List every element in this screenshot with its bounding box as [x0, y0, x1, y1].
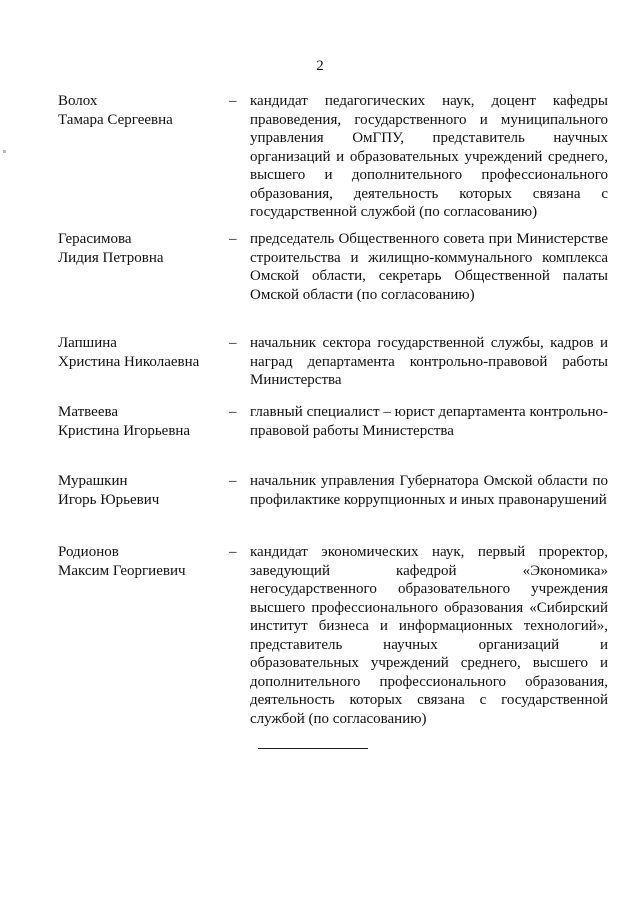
member-description: кандидат педагогических наук, доцент кафедры правоведения, государственного и муниципального управления ОмГПУ, представитель научных организаций и образовательных учреждений среднего, высшего и дополнительного профессионального образования, деятельность которых связана с государственной службой (по согласованию) [250, 93, 608, 220]
member-name [58, 334, 228, 371]
member-description: начальник управления Губернатора Омской области по профилактике коррупционных и иных правонарушений [250, 473, 608, 508]
member-given-names: Игорь Юрьевич [58, 491, 160, 508]
member-given-names: Тамара Сергеевна [58, 111, 173, 128]
member-given-names: Кристина Игорьевна [58, 422, 191, 439]
member-description: председатель Общественного совета при Министерстве строительства и жилищно-коммунального комплекса Омской области, секретарь Общественной палаты Омской области (по согласованию) [250, 231, 608, 303]
member-name [58, 403, 228, 440]
member-surname: Герасимова [58, 231, 132, 247]
member-given-names: Лидия Петровна [58, 249, 164, 266]
member-name [58, 92, 228, 129]
dash-separator: – [229, 544, 237, 560]
member-surname: Матвеева [58, 404, 119, 420]
dash-separator: – [229, 231, 237, 247]
member-surname: Мурашкин [58, 473, 128, 489]
page-number: 2 [316, 58, 324, 74]
member-surname: Лапшина [58, 335, 117, 351]
member-name [58, 230, 228, 267]
dash-separator: – [229, 473, 237, 489]
dash-separator: – [229, 93, 237, 109]
member-given-names: Христина Николаевна [58, 353, 200, 370]
member-description: начальник сектора государственной службы, кадров и наград департамента контрольно-правовой работы Министерства [250, 335, 608, 388]
end-of-list-rule [258, 748, 368, 749]
member-surname: Волох [58, 93, 98, 109]
member-name [58, 543, 228, 580]
member-description: главный специалист – юрист департамента контрольно-правовой работы Министерства [250, 404, 608, 439]
dash-separator: – [229, 404, 237, 420]
member-given-names: Максим Георгиевич [58, 562, 186, 579]
member-surname: Родионов [58, 544, 119, 560]
member-description: кандидат экономических наук, первый проректор, заведующий кафедрой «Экономика» негосударственного образовательного учреждения высшего профессионального образования «Сибирский институт бизнеса и информационных технологий», представитель научных организаций и образовательных учреждений среднего, высшего и дополнительного профессионального образования, деятельность которых связана с государственной службой (по согласованию) [250, 544, 608, 727]
member-name [58, 472, 228, 509]
scan-artifact [3, 150, 6, 153]
dash-separator: – [229, 335, 237, 351]
